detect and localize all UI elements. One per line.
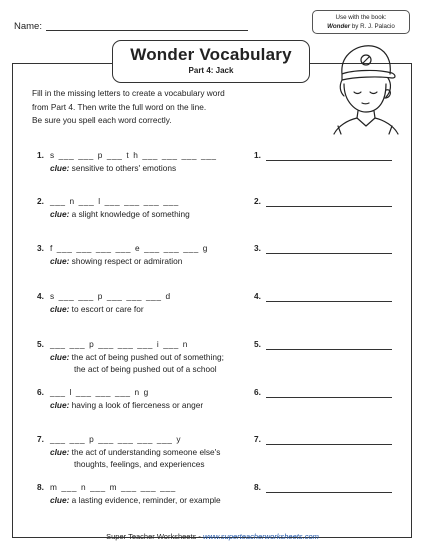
clue-text-continued: the act of being pushed out of a school (74, 363, 217, 374)
word-pattern: ___ l ___ ___ ___ n g (50, 387, 149, 397)
clue-label: clue: (50, 352, 70, 362)
answer-line-5[interactable] (266, 349, 392, 350)
clue-8 (50, 495, 320, 507)
word-pattern: s ___ ___ p ___ t h ___ ___ ___ ___ (50, 150, 217, 160)
word-pattern: ___ n ___ l ___ ___ ___ ___ (50, 196, 179, 206)
clue-text: showing respect or admiration (69, 256, 183, 266)
answer-number: 8. (254, 482, 261, 492)
answer-number: 5. (254, 339, 261, 349)
question-number: 6. (37, 387, 44, 397)
question-number: 5. (37, 339, 44, 349)
question-3 (37, 243, 208, 253)
question-number: 7. (37, 434, 44, 444)
book-reference-title-line (313, 23, 409, 32)
boy-cap-illustration (322, 40, 404, 136)
answer-number: 6. (254, 387, 261, 397)
clue-text: a lasting evidence, reminder, or example (69, 495, 221, 505)
instruction-line: from Part 4. Then write the full word on the line. (32, 101, 207, 112)
question-7 (37, 434, 181, 444)
clue-text: a slight knowledge of something (69, 209, 190, 219)
question-number: 4. (37, 291, 44, 301)
clue-label: clue: (50, 209, 70, 219)
word-pattern: m ___ n ___ m ___ ___ ___ (50, 482, 176, 492)
question-8 (37, 482, 176, 492)
instructions (32, 87, 322, 128)
clue-4 (50, 304, 320, 316)
answer-line-7[interactable] (266, 444, 392, 445)
word-pattern: s ___ ___ p ___ ___ ___ d (50, 291, 171, 301)
question-5 (37, 339, 188, 349)
page-title: Wonder Vocabulary (130, 45, 292, 64)
clue-label: clue: (50, 495, 70, 505)
question-number: 2. (37, 196, 44, 206)
answer-line-1[interactable] (266, 160, 392, 161)
answer-number: 4. (254, 291, 261, 301)
footer (0, 532, 425, 541)
clue-label: clue: (50, 256, 70, 266)
question-number: 8. (37, 482, 44, 492)
clue-2 (50, 209, 320, 221)
clue-text: the act of being pushed out of something; (69, 352, 224, 362)
clue-line (50, 352, 320, 364)
clue-text: sensitive to others' emotions (69, 163, 177, 173)
clue-text: to escort or care for (69, 304, 144, 314)
title-box (112, 40, 310, 83)
word-pattern: ___ ___ p ___ ___ ___ i ___ n (50, 339, 188, 349)
answer-number: 1. (254, 150, 261, 160)
clue-7 (50, 447, 320, 470)
book-reference-line: Use with the book: (335, 14, 387, 21)
answer-line-4[interactable] (266, 301, 392, 302)
clue-label: clue: (50, 163, 70, 173)
clue-text-continued: thoughts, feelings, and experiences (74, 458, 205, 469)
answer-number: 7. (254, 434, 261, 444)
word-pattern: f ___ ___ ___ ___ e ___ ___ ___ g (50, 243, 208, 253)
name-label: Name: (14, 21, 42, 32)
clue-line (50, 447, 320, 459)
page-subtitle: Part 4: Jack (188, 66, 234, 75)
clue-label: clue: (50, 447, 70, 457)
question-4 (37, 291, 171, 301)
clue-label: clue: (50, 304, 70, 314)
word-pattern: ___ ___ p ___ ___ ___ ___ y (50, 434, 182, 444)
clue-1 (50, 163, 320, 175)
answer-number: 3. (254, 243, 261, 253)
clue-3 (50, 256, 320, 268)
book-title: Wonder (327, 22, 351, 30)
answer-line-2[interactable] (266, 206, 392, 207)
answer-line-6[interactable] (266, 397, 392, 398)
instruction-line: Fill in the missing letters to create a vocabulary word (32, 88, 225, 98)
clue-6 (50, 400, 320, 412)
clue-label: clue: (50, 400, 70, 410)
clue-text: the act of understanding someone else's (69, 447, 221, 457)
instruction-line: Be sure you spell each word correctly. (32, 115, 172, 125)
question-number: 3. (37, 243, 44, 253)
answer-line-3[interactable] (266, 253, 392, 254)
answer-line-8[interactable] (266, 492, 392, 493)
footer-text: Super Teacher Worksheets - (106, 532, 203, 541)
question-2 (37, 196, 179, 206)
question-1 (37, 150, 217, 160)
clue-5 (50, 352, 320, 375)
book-author: by R. J. Palacio (350, 22, 395, 30)
footer-link[interactable]: www.superteacherworksheets.com (202, 532, 319, 541)
book-reference-box (312, 10, 410, 34)
answer-number: 2. (254, 196, 261, 206)
name-input-line[interactable] (46, 30, 248, 31)
question-6 (37, 387, 149, 397)
question-number: 1. (37, 150, 44, 160)
clue-text: having a look of fierceness or anger (69, 400, 204, 410)
